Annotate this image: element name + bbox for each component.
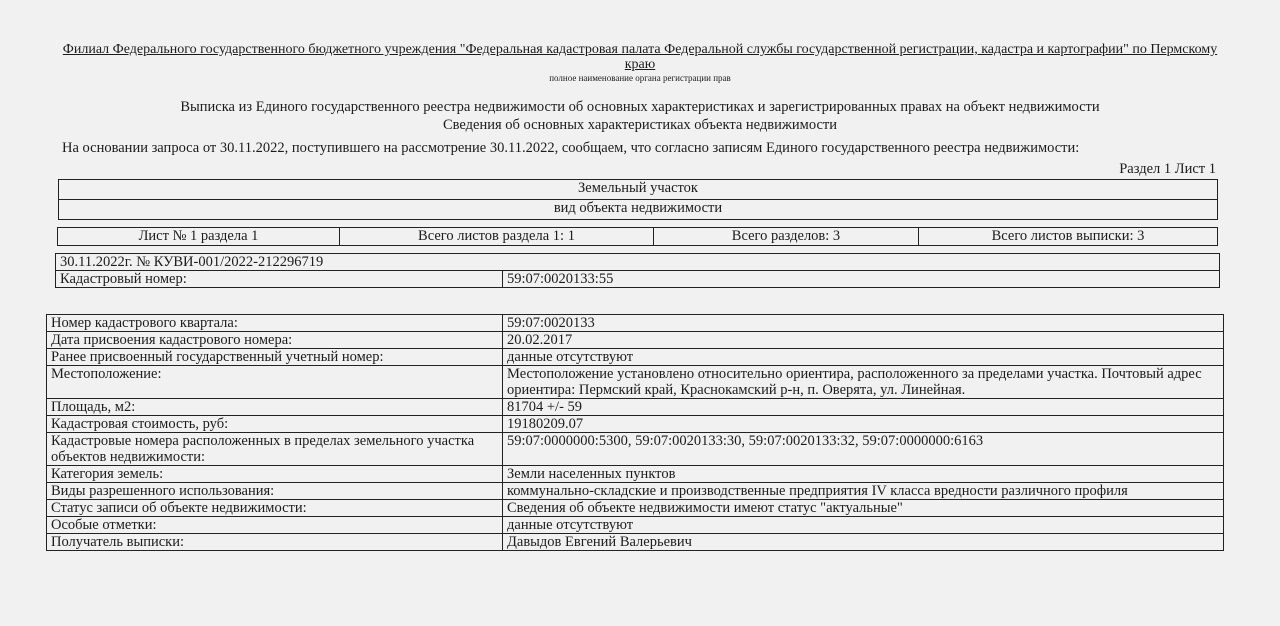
row-value: Земли населенных пунктов <box>503 466 1224 483</box>
cadastral-number-label: Кадастровый номер: <box>56 271 503 288</box>
table-row <box>47 399 1224 416</box>
table-row <box>47 433 1224 466</box>
table-row <box>47 534 1224 551</box>
row-value: данные отсутствуют <box>503 349 1224 366</box>
row-value: коммунально-складские и производственные предприятия IV класса вредности различного профиля <box>503 483 1224 500</box>
row-label: Дата присвоения кадастрового номера: <box>47 332 503 349</box>
row-label: Кадастровая стоимость, руб: <box>47 416 503 433</box>
document-title: Выписка из Единого государственного реестра недвижимости об основных характеристиках и зарегистрированных правах на объект недвижимости <box>180 99 1100 115</box>
sections-total: Всего разделов: 3 <box>654 228 919 246</box>
section-reference: Раздел 1 Лист 1 <box>1119 161 1216 177</box>
row-label: Статус записи об объекте недвижимости: <box>47 500 503 517</box>
table-row <box>47 332 1224 349</box>
row-label: Местоположение: <box>47 366 503 399</box>
row-value: 81704 +/- 59 <box>503 399 1224 416</box>
extract-sheets-total: Всего листов выписки: 3 <box>919 228 1218 246</box>
row-value: Сведения об объекте недвижимости имеют статус "актуальные" <box>503 500 1224 517</box>
row-label: Номер кадастрового квартала: <box>47 315 503 332</box>
table-row <box>47 517 1224 534</box>
table-row <box>47 483 1224 500</box>
table-row <box>47 349 1224 366</box>
table-row <box>47 500 1224 517</box>
row-label: Особые отметки: <box>47 517 503 534</box>
sheets-info-table <box>57 227 1218 246</box>
row-value: Давыдов Евгений Валерьевич <box>503 534 1224 551</box>
characteristics-table <box>46 314 1224 551</box>
row-value: данные отсутствуют <box>503 517 1224 534</box>
object-type-caption: вид объекта недвижимости <box>59 200 1218 220</box>
table-row <box>47 315 1224 332</box>
row-value: 59:07:0020133 <box>503 315 1224 332</box>
cadastral-number-value: 59:07:0020133:55 <box>503 271 1220 288</box>
row-label: Категория земель: <box>47 466 503 483</box>
table-row <box>47 366 1224 399</box>
row-value: 19180209.07 <box>503 416 1224 433</box>
document-subtitle: Сведения об основных характеристиках объекта недвижимости <box>442 117 838 133</box>
row-value: 20.02.2017 <box>503 332 1224 349</box>
section-sheets-total: Всего листов раздела 1: 1 <box>340 228 654 246</box>
row-label: Получатель выписки: <box>47 534 503 551</box>
table-row <box>47 416 1224 433</box>
object-type-table <box>58 179 1218 220</box>
row-value: 59:07:0000000:5300, 59:07:0020133:30, 59:07:0020133:32, 59:07:0000000:6163 <box>503 433 1224 466</box>
request-basis: На основании запроса от 30.11.2022, поступившего на рассмотрение 30.11.2022, сообщаем, что согласно записям Единого государственного реестра недвижимости: <box>62 140 1080 156</box>
organization-name: Филиал Федерального государственного бюджетного учреждения "Федеральная кадастровая палата Федеральной службы государственной регистрации, кадастра и картографии" по Пермскому краю <box>62 42 1218 72</box>
object-type: Земельный участок <box>59 180 1218 200</box>
row-value: Местоположение установлено относительно ориентира, расположенного за пределами участка. Почтовый адрес ориентира: Пермский край, Краснокамский р-н, п. Оверята, ул. Линейная. <box>503 366 1224 399</box>
row-label: Ранее присвоенный государственный учетный номер: <box>47 349 503 366</box>
table-row <box>47 466 1224 483</box>
row-label: Площадь, м2: <box>47 399 503 416</box>
request-number: 30.11.2022г. № КУВИ-001/2022-212296719 <box>56 254 1220 271</box>
organization-caption: полное наименование органа регистрации прав <box>549 73 731 83</box>
sheet-number: Лист № 1 раздела 1 <box>58 228 340 246</box>
request-table <box>55 253 1220 288</box>
row-label: Кадастровые номера расположенных в пределах земельного участка объектов недвижимости: <box>47 433 503 466</box>
row-label: Виды разрешенного использования: <box>47 483 503 500</box>
